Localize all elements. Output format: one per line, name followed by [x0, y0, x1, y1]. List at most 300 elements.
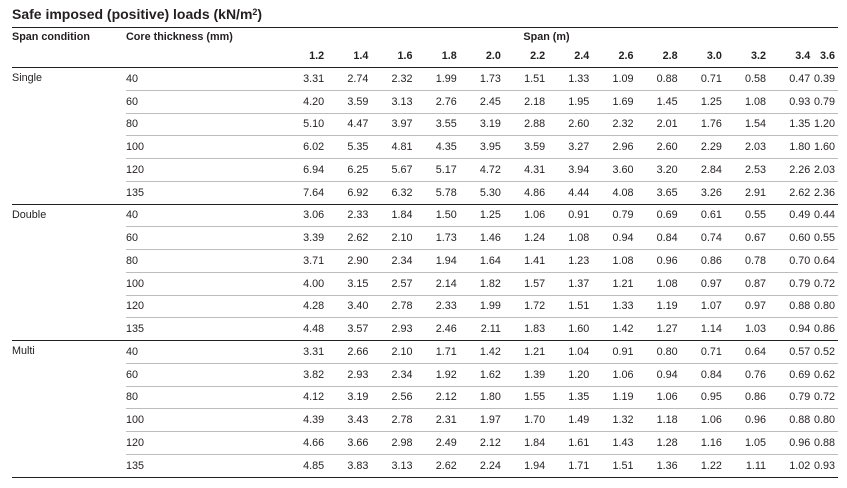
load-value-cell: 1.80	[479, 391, 501, 404]
load-value-cell: 3.13	[391, 459, 413, 472]
table-row	[12, 250, 838, 273]
load-value-cell: 2.96	[612, 141, 634, 154]
load-value-cell: 0.88	[656, 72, 678, 85]
load-value-cell: 0.72	[813, 277, 835, 290]
load-value-cell: 2.90	[347, 254, 369, 267]
load-value-cell: 2.34	[391, 368, 413, 381]
load-value-cell: 4.31	[524, 163, 546, 176]
load-value-cell: 2.93	[391, 323, 413, 336]
load-value-cell: 3.19	[347, 391, 369, 404]
load-value-cell: 0.69	[789, 368, 811, 381]
load-value-cell: 0.97	[700, 277, 722, 290]
table-row	[12, 295, 838, 318]
load-value-cell: 2.46	[435, 323, 457, 336]
load-value-cell: 2.33	[435, 300, 457, 313]
load-value-cell: 0.80	[813, 300, 835, 313]
load-value-cell: 3.60	[612, 163, 634, 176]
load-value-cell: 2.66	[347, 345, 369, 358]
load-value-cell: 0.96	[656, 254, 678, 267]
load-value-cell: 1.46	[479, 232, 501, 245]
load-value-cell: 1.51	[524, 72, 546, 85]
load-value-cell: 1.20	[568, 368, 590, 381]
load-value-cell: 2.60	[568, 118, 590, 131]
load-value-cell: 2.62	[789, 186, 811, 199]
load-value-cell: 1.97	[479, 414, 501, 427]
load-value-cell: 0.79	[612, 209, 634, 222]
load-value-cell: 0.67	[745, 232, 767, 245]
load-value-cell: 3.65	[656, 186, 678, 199]
load-value-cell: 2.76	[435, 95, 457, 108]
load-value-cell: 1.33	[612, 300, 634, 313]
load-value-cell: 3.71	[303, 254, 325, 267]
load-value-cell: 0.86	[745, 391, 767, 404]
load-value-cell: 0.44	[813, 209, 835, 222]
row-spacer	[255, 295, 283, 318]
load-value-cell: 1.42	[479, 345, 501, 358]
load-value-cell: 2.10	[391, 345, 413, 358]
load-value-cell: 3.94	[568, 163, 590, 176]
load-value-cell: 4.81	[391, 141, 413, 154]
load-value-cell: 4.20	[303, 95, 325, 108]
load-value-cell: 1.07	[700, 300, 722, 313]
load-value-cell: 4.12	[303, 391, 325, 404]
load-value-cell: 2.62	[347, 232, 369, 245]
load-value-cell: 1.70	[524, 414, 546, 427]
load-value-cell: 1.51	[612, 459, 634, 472]
table-row	[12, 68, 838, 91]
load-value-cell: 2.10	[391, 232, 413, 245]
load-value-cell: 1.71	[568, 459, 590, 472]
load-value-cell: 4.85	[303, 459, 325, 472]
load-value-cell: 1.19	[656, 300, 678, 313]
load-value-cell: 2.26	[789, 163, 811, 176]
load-value-cell: 3.27	[568, 141, 590, 154]
load-value-cell: 0.94	[789, 323, 811, 336]
load-value-cell: 3.31	[303, 72, 325, 85]
row-spacer	[255, 181, 283, 204]
load-value-cell: 2.12	[479, 436, 501, 449]
load-value-cell: 0.96	[745, 414, 767, 427]
load-value-cell: 1.99	[435, 72, 457, 85]
load-value-cell: 0.55	[813, 232, 835, 245]
load-value-cell: 1.14	[700, 323, 722, 336]
core-thickness-cell: 40	[126, 345, 139, 358]
load-value-cell: 1.62	[479, 368, 501, 381]
load-value-cell: 3.82	[303, 368, 325, 381]
load-value-cell: 0.96	[789, 436, 811, 449]
load-value-cell: 1.04	[568, 345, 590, 358]
load-value-cell: 3.95	[479, 141, 501, 154]
load-value-cell: 2.62	[435, 459, 457, 472]
load-value-cell: 0.61	[700, 209, 722, 222]
span-condition-header: Span condition	[12, 30, 90, 43]
load-value-cell: 2.24	[479, 459, 501, 472]
load-value-cell: 1.84	[391, 209, 413, 222]
core-thickness-cell: 100	[126, 277, 145, 290]
core-thickness-cell: 80	[126, 118, 139, 131]
core-thickness-cell: 60	[126, 368, 139, 381]
span-header: Span (m)	[523, 30, 570, 43]
load-value-cell: 1.11	[745, 459, 767, 472]
table-title-suffix: )	[257, 6, 263, 22]
load-value-cell: 1.94	[524, 459, 546, 472]
load-value-cell: 3.20	[656, 163, 678, 176]
span-column-header: 3.0	[706, 50, 722, 62]
load-value-cell: 0.93	[789, 95, 811, 108]
load-value-cell: 0.95	[700, 391, 722, 404]
load-value-cell: 4.72	[479, 163, 501, 176]
load-value-cell: 3.59	[347, 95, 369, 108]
load-value-cell: 1.80	[789, 141, 811, 154]
load-value-cell: 6.94	[303, 163, 325, 176]
table-row	[12, 318, 838, 341]
table-row	[12, 227, 838, 250]
load-value-cell: 6.92	[347, 186, 369, 199]
table-row	[12, 181, 838, 204]
row-spacer	[255, 90, 283, 113]
load-value-cell: 4.39	[303, 414, 325, 427]
load-value-cell: 2.31	[435, 414, 457, 427]
load-value-cell: 3.43	[347, 414, 369, 427]
load-value-cell: 5.78	[435, 186, 457, 199]
load-value-cell: 3.39	[303, 232, 325, 245]
load-value-cell: 5.67	[391, 163, 413, 176]
load-value-cell: 0.39	[813, 72, 835, 85]
load-value-cell: 0.49	[789, 209, 811, 222]
table-title-superscript: 2	[252, 7, 258, 17]
table-row	[12, 454, 838, 477]
load-value-cell: 1.69	[612, 95, 634, 108]
span-column-header: 2.8	[662, 50, 678, 62]
load-value-cell: 1.20	[813, 118, 835, 131]
load-value-cell: 3.57	[347, 323, 369, 336]
load-value-cell: 4.00	[303, 277, 325, 290]
load-value-cell: 1.06	[700, 414, 722, 427]
load-value-cell: 1.33	[568, 72, 590, 85]
load-value-cell: 1.84	[524, 436, 546, 449]
load-value-cell: 2.74	[347, 72, 369, 85]
core-thickness-cell: 135	[126, 323, 145, 336]
load-value-cell: 1.41	[524, 254, 546, 267]
row-spacer	[255, 386, 283, 409]
load-value-cell: 0.84	[700, 368, 722, 381]
load-value-cell: 0.80	[813, 414, 835, 427]
load-value-cell: 3.19	[479, 118, 501, 131]
load-value-cell: 0.91	[568, 209, 590, 222]
load-value-cell: 2.60	[656, 141, 678, 154]
row-spacer	[255, 113, 283, 136]
table-row	[12, 409, 838, 432]
load-value-cell: 2.49	[435, 436, 457, 449]
load-value-cell: 1.50	[435, 209, 457, 222]
row-spacer	[255, 318, 283, 341]
load-value-cell: 0.94	[656, 368, 678, 381]
load-value-cell: 3.26	[700, 186, 722, 199]
load-value-cell: 4.66	[303, 436, 325, 449]
load-value-cell: 2.53	[745, 163, 767, 176]
row-spacer	[255, 159, 283, 182]
load-value-cell: 0.88	[789, 300, 811, 313]
load-value-cell: 2.32	[612, 118, 634, 131]
load-value-cell: 4.48	[303, 323, 325, 336]
table-body	[12, 68, 838, 478]
row-spacer	[255, 250, 283, 273]
load-value-cell: 0.86	[700, 254, 722, 267]
span-column-header: 2.6	[618, 50, 634, 62]
load-value-cell: 0.71	[700, 72, 722, 85]
load-value-cell: 2.34	[391, 254, 413, 267]
core-thickness-cell: 80	[126, 254, 139, 267]
load-value-cell: 3.31	[303, 345, 325, 358]
load-value-cell: 2.56	[391, 391, 413, 404]
load-value-cell: 4.44	[568, 186, 590, 199]
load-value-cell: 3.97	[391, 118, 413, 131]
load-value-cell: 1.37	[568, 277, 590, 290]
load-value-cell: 0.87	[745, 277, 767, 290]
load-value-cell: 3.83	[347, 459, 369, 472]
load-value-cell: 1.35	[789, 118, 811, 131]
span-column-header: 2.2	[530, 50, 546, 62]
load-value-cell: 2.03	[745, 141, 767, 154]
load-value-cell: 1.61	[568, 436, 590, 449]
load-value-cell: 1.09	[612, 72, 634, 85]
load-value-cell: 1.92	[435, 368, 457, 381]
load-value-cell: 1.06	[612, 368, 634, 381]
load-value-cell: 1.73	[479, 72, 501, 85]
span-condition-cell: Multi	[12, 345, 35, 357]
load-value-cell: 1.05	[745, 436, 767, 449]
load-value-cell: 1.36	[656, 459, 678, 472]
core-thickness-cell: 135	[126, 186, 145, 199]
core-thickness-cell: 80	[126, 391, 139, 404]
load-value-cell: 1.32	[612, 414, 634, 427]
core-thickness-cell: 100	[126, 414, 145, 427]
span-column-header: 3.2	[751, 50, 767, 62]
load-value-cell: 0.97	[745, 300, 767, 313]
row-spacer	[255, 68, 283, 91]
load-value-cell: 4.47	[347, 118, 369, 131]
load-value-cell: 2.45	[479, 95, 501, 108]
load-value-cell: 0.84	[656, 232, 678, 245]
load-value-cell: 1.18	[656, 414, 678, 427]
table-row	[12, 204, 838, 227]
load-value-cell: 2.14	[435, 277, 457, 290]
load-value-cell: 1.64	[479, 254, 501, 267]
load-value-cell: 0.62	[813, 368, 835, 381]
load-value-cell: 6.32	[391, 186, 413, 199]
load-value-cell: 0.71	[700, 345, 722, 358]
load-value-cell: 2.57	[391, 277, 413, 290]
load-value-cell: 2.84	[700, 163, 722, 176]
load-value-cell: 1.21	[524, 345, 546, 358]
load-value-cell: 1.19	[612, 391, 634, 404]
load-value-cell: 1.16	[700, 436, 722, 449]
header-row-1	[12, 28, 838, 46]
load-value-cell: 1.95	[568, 95, 590, 108]
load-value-cell: 3.13	[391, 95, 413, 108]
load-value-cell: 1.94	[435, 254, 457, 267]
row-spacer	[255, 454, 283, 477]
load-value-cell: 0.79	[789, 277, 811, 290]
span-column-header: 1.8	[441, 50, 457, 62]
load-value-cell: 1.25	[479, 209, 501, 222]
load-value-cell: 2.03	[813, 163, 835, 176]
core-thickness-header: Core thickness (mm)	[126, 30, 233, 43]
table-title	[12, 6, 262, 22]
load-value-cell: 1.60	[568, 323, 590, 336]
span-column-header: 1.4	[353, 50, 369, 62]
load-value-cell: 3.55	[435, 118, 457, 131]
row-spacer	[255, 409, 283, 432]
load-value-cell: 0.88	[789, 414, 811, 427]
load-value-cell: 1.22	[700, 459, 722, 472]
load-value-cell: 1.76	[700, 118, 722, 131]
load-value-cell: 2.33	[347, 209, 369, 222]
table-row	[12, 341, 838, 364]
load-value-cell: 2.29	[700, 141, 722, 154]
load-value-cell: 2.78	[391, 300, 413, 313]
load-value-cell: 0.70	[789, 254, 811, 267]
load-value-cell: 0.91	[612, 345, 634, 358]
span-column-header: 3.6	[819, 50, 835, 62]
core-thickness-cell: 100	[126, 141, 145, 154]
load-value-cell: 0.69	[656, 209, 678, 222]
core-thickness-cell: 40	[126, 72, 139, 85]
load-value-cell: 1.55	[524, 391, 546, 404]
load-value-cell: 2.36	[813, 186, 835, 199]
load-value-cell: 1.08	[656, 277, 678, 290]
load-value-cell: 1.06	[656, 391, 678, 404]
load-value-cell: 2.93	[347, 368, 369, 381]
load-value-cell: 1.82	[479, 277, 501, 290]
load-value-cell: 2.98	[391, 436, 413, 449]
load-value-cell: 6.02	[303, 141, 325, 154]
header-row-2	[12, 45, 838, 68]
load-value-cell: 2.18	[524, 95, 546, 108]
span-condition-cell: Double	[12, 204, 126, 341]
span-column-header: 1.6	[397, 50, 413, 62]
load-value-cell: 0.74	[700, 232, 722, 245]
load-value-cell: 0.93	[813, 459, 835, 472]
core-thickness-cell: 120	[126, 436, 145, 449]
load-value-cell: 5.35	[347, 141, 369, 154]
core-thickness-cell: 60	[126, 95, 139, 108]
span-column-header: 2.0	[485, 50, 501, 62]
load-value-cell: 3.06	[303, 209, 325, 222]
load-value-cell: 1.51	[568, 300, 590, 313]
load-value-cell: 0.94	[612, 232, 634, 245]
load-value-cell: 0.47	[789, 72, 811, 85]
load-value-cell: 2.11	[480, 323, 501, 336]
header-spacer	[255, 45, 283, 68]
load-value-cell: 2.91	[745, 186, 767, 199]
load-value-cell: 0.79	[813, 95, 835, 108]
load-value-cell: 3.40	[347, 300, 369, 313]
load-value-cell: 0.79	[789, 391, 811, 404]
load-value-cell: 1.54	[745, 118, 767, 131]
core-thickness-cell: 120	[126, 300, 145, 313]
load-value-cell: 4.28	[303, 300, 325, 313]
header-spacer	[126, 45, 255, 68]
header-spacer	[12, 45, 126, 68]
load-value-cell: 2.01	[656, 118, 678, 131]
load-value-cell: 3.59	[524, 141, 546, 154]
load-value-cell: 1.99	[479, 300, 501, 313]
load-value-cell: 5.30	[479, 186, 501, 199]
table-title-text: Safe imposed (positive) loads (kN/m	[12, 6, 253, 22]
core-thickness-cell: 120	[126, 163, 145, 176]
table-row	[12, 136, 838, 159]
span-column-header: 2.4	[574, 50, 590, 62]
table-header	[12, 28, 838, 68]
load-value-cell: 1.72	[524, 300, 546, 313]
load-value-cell: 1.06	[524, 209, 546, 222]
load-value-cell: 2.78	[391, 414, 413, 427]
table-row	[12, 432, 838, 455]
load-value-cell: 3.66	[347, 436, 369, 449]
load-value-cell: 1.03	[745, 323, 767, 336]
load-value-cell: 1.21	[612, 277, 634, 290]
span-column-header: 3.4	[795, 50, 811, 62]
load-value-cell: 1.39	[524, 368, 546, 381]
load-value-cell: 1.28	[656, 436, 678, 449]
load-value-cell: 1.25	[700, 95, 722, 108]
load-value-cell: 4.08	[612, 186, 634, 199]
load-value-cell: 1.73	[435, 232, 457, 245]
table-row	[12, 386, 838, 409]
row-spacer	[255, 341, 283, 364]
load-value-cell: 1.02	[789, 459, 811, 472]
load-value-cell: 0.76	[745, 368, 767, 381]
table-row	[12, 363, 838, 386]
load-value-cell: 0.52	[813, 345, 835, 358]
load-value-cell: 7.64	[303, 186, 325, 199]
load-value-cell: 0.72	[813, 391, 835, 404]
row-spacer	[255, 136, 283, 159]
load-value-cell: 0.55	[745, 209, 767, 222]
load-value-cell: 0.58	[745, 72, 767, 85]
load-value-cell: 2.32	[391, 72, 413, 85]
load-value-cell: 5.17	[435, 163, 457, 176]
load-value-cell: 0.60	[789, 232, 811, 245]
load-value-cell: 1.43	[612, 436, 634, 449]
load-value-cell: 1.49	[568, 414, 590, 427]
load-value-cell: 1.35	[568, 391, 590, 404]
load-value-cell: 0.78	[745, 254, 767, 267]
row-spacer	[255, 363, 283, 386]
table-row	[12, 159, 838, 182]
load-value-cell: 1.23	[568, 254, 590, 267]
row-spacer	[255, 227, 283, 250]
load-value-cell: 0.64	[745, 345, 767, 358]
load-value-cell: 4.86	[524, 186, 546, 199]
load-value-cell: 1.45	[656, 95, 678, 108]
load-value-cell: 1.27	[656, 323, 678, 336]
table-row	[12, 272, 838, 295]
load-value-cell: 1.08	[568, 232, 590, 245]
load-value-cell: 1.08	[745, 95, 767, 108]
load-value-cell: 1.71	[435, 345, 457, 358]
row-spacer	[255, 204, 283, 227]
span-condition-cell: Single	[12, 68, 126, 205]
core-thickness-cell: 60	[126, 232, 139, 245]
load-value-cell: 1.83	[524, 323, 546, 336]
load-value-cell: 3.15	[347, 277, 369, 290]
row-spacer	[255, 432, 283, 455]
load-value-cell: 5.10	[303, 118, 325, 131]
load-value-cell: 6.25	[347, 163, 369, 176]
load-value-cell: 1.57	[524, 277, 546, 290]
